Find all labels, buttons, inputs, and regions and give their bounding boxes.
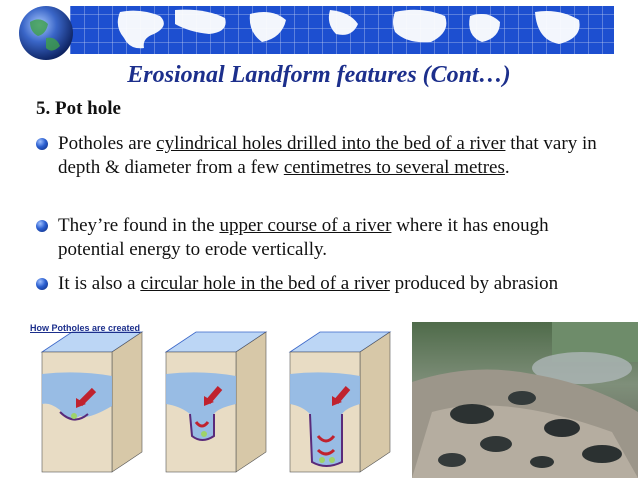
bullet-icon (36, 138, 48, 150)
bullet-item (36, 132, 616, 180)
header-banner (0, 0, 638, 60)
section-heading: 5. Pot hole (36, 98, 121, 119)
bullet-icon (36, 278, 48, 290)
slide-title: Erosional Landform features (Cont…) (127, 62, 511, 88)
bullet-item (36, 214, 616, 262)
pothole-photo (412, 322, 638, 478)
pothole-diagram (28, 322, 398, 478)
underlined-phrase: centimetres to several metres (283, 157, 505, 178)
bullet-text (58, 214, 616, 262)
diagram-stage-3 (290, 332, 390, 472)
underlined-phrase: circular hole in the bed of a river (140, 273, 390, 294)
text-run: that vary in depth & diameter from a few (58, 133, 597, 178)
text-run: They’re found in the (58, 215, 220, 236)
globe-icon (19, 6, 73, 60)
diagram-stage-1 (42, 332, 142, 472)
bullet-text (58, 272, 616, 296)
bullet-text (58, 132, 616, 180)
text-run: Potholes are (58, 133, 157, 154)
text-run: produced by abrasion (389, 273, 559, 294)
underlined-phrase: cylindrical holes drilled into the bed of a river (156, 133, 506, 154)
bullet-item (36, 272, 616, 296)
bullet-icon (36, 220, 48, 232)
text-run: It is also a (58, 273, 141, 294)
diagram-stage-2 (166, 332, 266, 472)
diagram-label: How Potholes are created (30, 323, 141, 333)
underlined-phrase: upper course of a river (219, 215, 392, 236)
text-run: where it has enough potential energy to erode vertically. (58, 215, 549, 260)
text-run: . (504, 157, 510, 178)
